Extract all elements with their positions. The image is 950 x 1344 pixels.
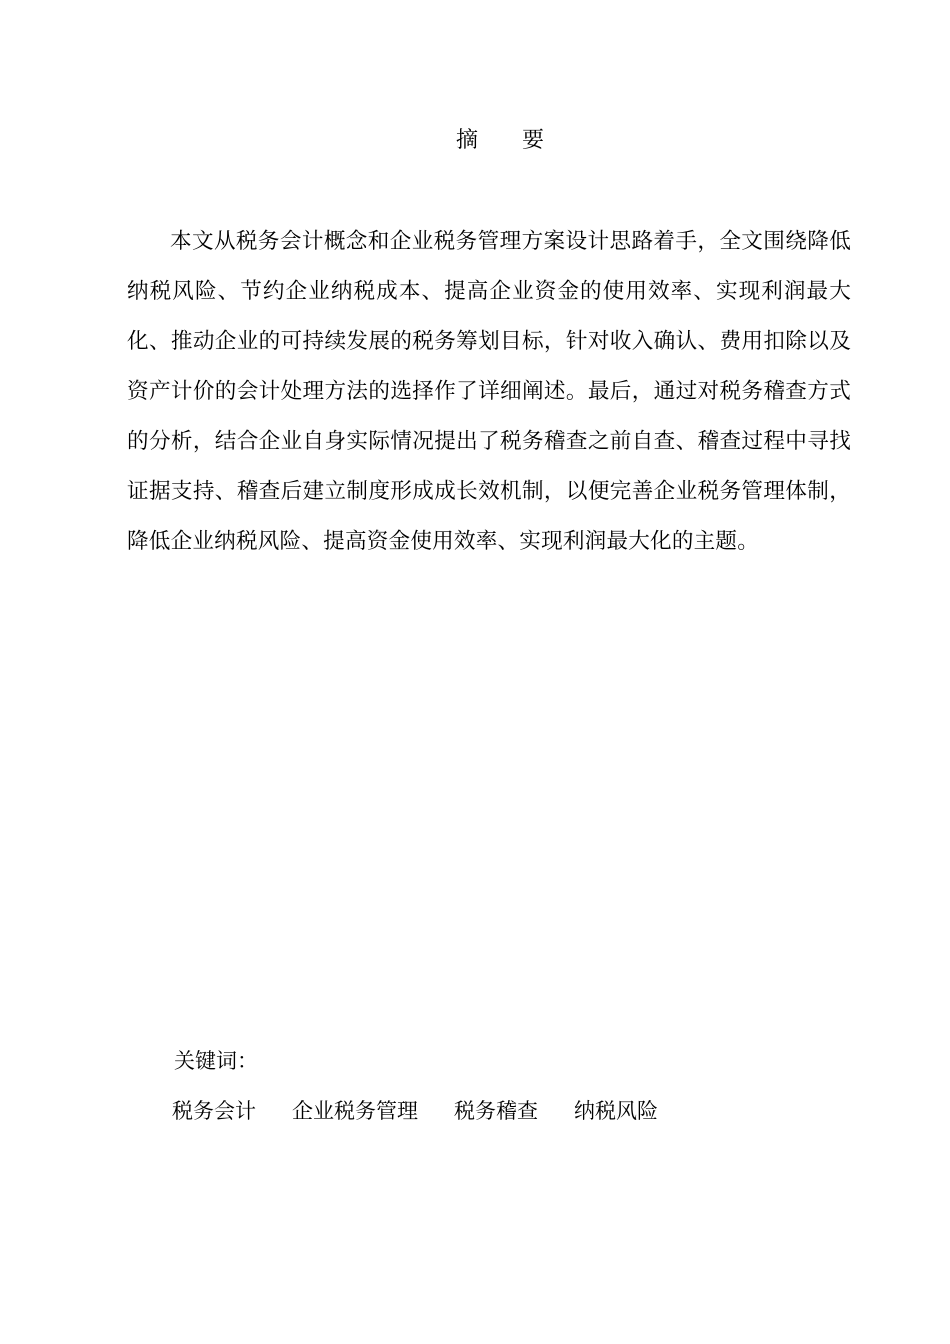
keyword-item: 税务稽查 bbox=[454, 1099, 538, 1123]
abstract-title bbox=[0, 124, 950, 158]
abstract-title-char-2: 要 bbox=[522, 128, 545, 153]
abstract-paragraph: 本文从税务会计概念和企业税务管理方案设计思路着手，全文围绕降低纳税风险、节约企业纳税成本、提高企业资金的使用效率、实现利润最大化、推动企业的可持续发展的税务筹划目标，针对收入确认、费用扣除以及资产计价的会计处理方法的选择作了详细阐述。最后，通过对税务稽查方式的分析，结合企业自身实际情况提出了税务稽查之前自查、稽查过程中寻找证据支持、稽查后建立制度形成成长效机制，以便完善企业税务管理体制，降低企业纳税风险、提高资金使用效率、实现利润最大化的主题。 bbox=[127, 229, 851, 554]
keyword-item: 纳税风险 bbox=[574, 1099, 658, 1123]
keyword-item: 税务会计 bbox=[172, 1099, 256, 1123]
keywords-label: 关键词： bbox=[174, 1049, 258, 1073]
abstract-title-char-1: 摘 bbox=[455, 128, 478, 153]
keywords-list bbox=[172, 1093, 658, 1129]
keyword-item: 企业税务管理 bbox=[292, 1099, 418, 1123]
